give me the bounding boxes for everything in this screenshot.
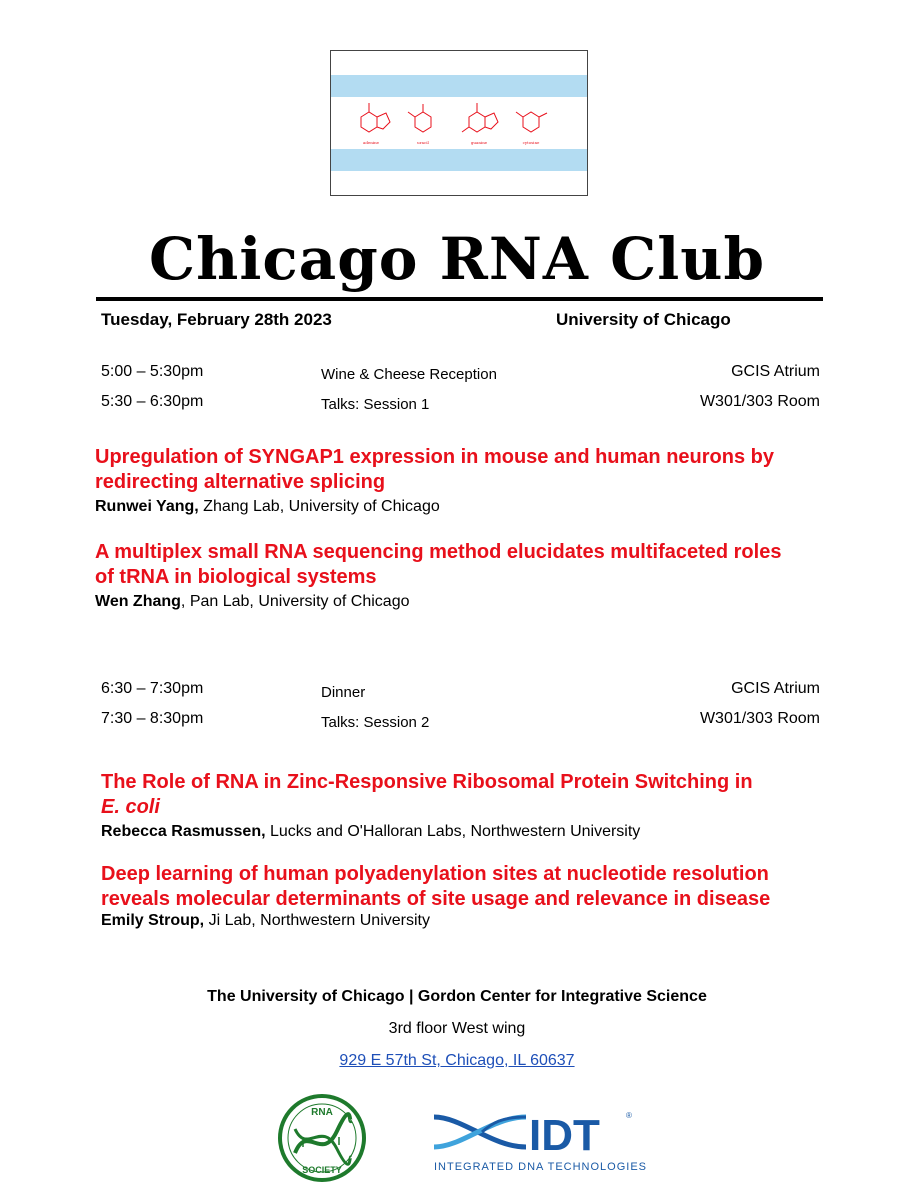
schedule-1-activity-1: Wine & Cheese Reception bbox=[321, 366, 497, 383]
talk-title-line: reveals molecular determinants of site usage and relevance in disease bbox=[101, 888, 771, 910]
idt-logo-mark: IDT bbox=[529, 1111, 600, 1160]
event-venue: University of Chicago bbox=[556, 310, 731, 329]
speaker-name: Runwei Yang, bbox=[95, 498, 199, 515]
schedule-2-time-2: 7:30 – 8:30pm bbox=[101, 710, 204, 727]
schedule-2-activity-2: Talks: Session 2 bbox=[321, 714, 430, 731]
cytosine-molecule bbox=[516, 112, 547, 132]
footer-institution: The University of Chicago | Gordon Center for Integrative Science bbox=[207, 988, 707, 1005]
talk-title-line: Deep learning of human polyadenylation sites at nucleotide resolution bbox=[101, 863, 769, 885]
adenine-label: adenine bbox=[362, 140, 380, 145]
talk-speaker bbox=[101, 912, 881, 930]
idt-registered-mark: ® bbox=[626, 1111, 632, 1120]
uracil-molecule bbox=[408, 104, 431, 132]
guanine-molecule bbox=[462, 103, 498, 132]
talk-title-line: redirecting alternative splicing bbox=[95, 471, 386, 493]
talk-1 bbox=[95, 445, 855, 516]
talk-4 bbox=[101, 862, 881, 930]
talk-title-line: The Role of RNA in Zinc-Responsive Ribosomal Protein Switching in bbox=[101, 771, 753, 793]
cytosine-label: cytosine bbox=[522, 140, 540, 145]
talk-title bbox=[101, 862, 881, 912]
event-date: Tuesday, February 28th 2023 bbox=[101, 310, 332, 329]
schedule-2-location-1: GCIS Atrium bbox=[731, 680, 820, 697]
schedule-2-activity-1: Dinner bbox=[321, 684, 366, 701]
nucleobase-structures bbox=[331, 51, 587, 195]
schedule-2-location-2: W301/303 Room bbox=[699, 710, 820, 727]
talk-title-line: E. coli bbox=[101, 796, 160, 818]
talk-title bbox=[95, 445, 855, 495]
speaker-affiliation: Zhang Lab, University of Chicago bbox=[198, 498, 440, 515]
idt-logo-subtitle: INTEGRATED DNA TECHNOLOGIES bbox=[434, 1161, 646, 1173]
talk-3 bbox=[101, 770, 861, 841]
rna-society-logo-top: RNA bbox=[311, 1107, 333, 1118]
uracil-label: uracil bbox=[417, 140, 429, 145]
footer-address-link[interactable]: 929 E 57th St, Chicago, IL 60637 bbox=[339, 1052, 575, 1069]
schedule-1-activity-2: Talks: Session 1 bbox=[321, 396, 430, 413]
schedule-2-time-1: 6:30 – 7:30pm bbox=[101, 680, 204, 697]
talk-title bbox=[101, 770, 861, 820]
footer-floor: 3rd floor West wing bbox=[388, 1020, 526, 1037]
header-flag-image bbox=[330, 50, 588, 196]
idt-logo-icon bbox=[432, 1105, 657, 1175]
talk-speaker bbox=[95, 593, 855, 611]
talk-title-line: Upregulation of SYNGAP1 expression in mouse and human neurons by bbox=[95, 446, 774, 468]
adenine-molecule bbox=[361, 103, 390, 132]
schedule-1-time-1: 5:00 – 5:30pm bbox=[101, 363, 204, 380]
rna-society-logo-bottom: SOCIETY bbox=[302, 1165, 342, 1175]
page-title: Chicago RNA Club bbox=[148, 225, 766, 293]
schedule-1-time-2: 5:30 – 6:30pm bbox=[101, 393, 204, 410]
talk-title bbox=[95, 540, 855, 590]
talk-2 bbox=[95, 540, 855, 611]
guanine-label: guanine bbox=[470, 140, 488, 145]
speaker-name: Emily Stroup, bbox=[101, 912, 205, 929]
talk-title-line: A multiplex small RNA sequencing method elucidates multifaceted roles bbox=[95, 541, 782, 563]
speaker-name: Rebecca Rasmussen, bbox=[101, 823, 266, 840]
talk-title-line: of tRNA in biological systems bbox=[95, 566, 377, 588]
schedule-1-location-1: GCIS Atrium bbox=[731, 363, 820, 380]
talk-speaker bbox=[95, 498, 855, 516]
speaker-name: Wen Zhang bbox=[95, 593, 181, 610]
schedule-1-location-2: W301/303 Room bbox=[699, 393, 820, 410]
title-divider bbox=[96, 297, 823, 301]
speaker-affiliation: Ji Lab, Northwestern University bbox=[204, 912, 430, 929]
rna-society-logo bbox=[277, 1093, 367, 1183]
talk-speaker bbox=[101, 823, 861, 841]
speaker-affiliation: Lucks and O'Halloran Labs, Northwestern University bbox=[265, 823, 641, 840]
idt-logo bbox=[432, 1105, 657, 1175]
speaker-affiliation: , Pan Lab, University of Chicago bbox=[180, 593, 410, 610]
rna-society-logo-icon bbox=[277, 1093, 367, 1183]
